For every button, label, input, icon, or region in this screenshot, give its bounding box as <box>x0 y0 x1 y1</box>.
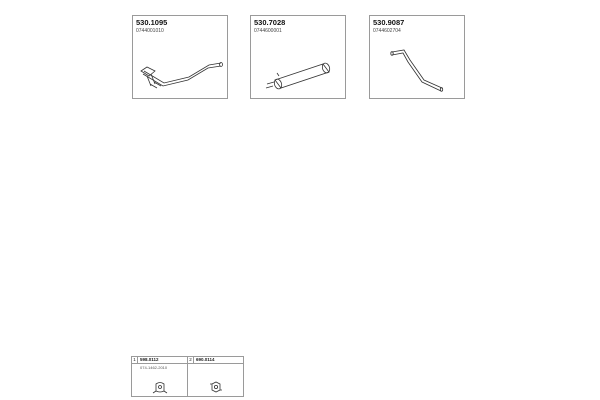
part-code: 530.7028 <box>254 18 286 27</box>
part-card-530-1095 <box>132 15 228 99</box>
part-card-530-9087 <box>369 15 465 99</box>
part-reference: 0744602704 <box>373 28 401 34</box>
part-reference: 0744001010 <box>136 28 164 34</box>
accessory-code: 598.0112 <box>140 357 159 362</box>
front-pipe-icon <box>133 16 229 100</box>
accessory-code: 690.0114 <box>196 357 215 362</box>
part-reference: 0744600001 <box>254 28 282 34</box>
accessory-number: 1 <box>132 357 138 363</box>
accessory-cell-2 <box>188 357 243 396</box>
silencer-icon <box>251 16 347 100</box>
tail-pipe-icon <box>370 16 466 100</box>
rubber-mount-icon <box>188 357 243 396</box>
accessory-reference: 074-1462-2010 <box>140 365 168 370</box>
part-code: 530.1095 <box>136 18 168 27</box>
accessory-number: 2 <box>188 357 194 363</box>
clamp-icon <box>132 357 188 396</box>
accessories-table <box>131 356 244 397</box>
part-card-530-7028 <box>250 15 346 99</box>
part-code: 530.9087 <box>373 18 405 27</box>
accessory-cell-1 <box>132 357 188 396</box>
